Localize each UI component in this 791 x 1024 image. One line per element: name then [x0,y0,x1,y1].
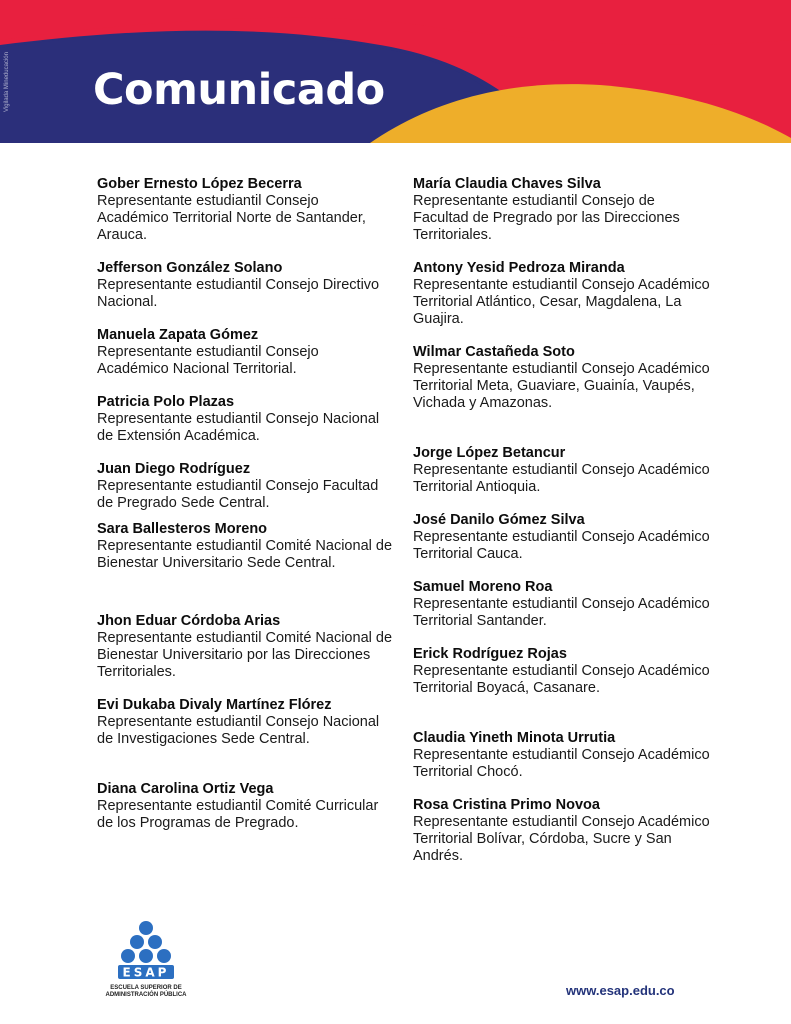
list-item [413,579,713,646]
logo-caption [90,985,202,999]
representative-role: Representante estudiantil Consejo Académico Territorial Chocó. [413,747,710,780]
representative-role: Representante estudiantil Comité Nacional de Bienestar Universitario Sede Central. [97,538,393,571]
representative-name: Antony Yesid Pedroza Miranda [413,260,625,276]
list-item [413,646,713,730]
list-item [413,260,713,344]
representative-name: Manuela Zapata Gómez [97,327,259,343]
list-item [97,461,392,521]
representative-role: Representante estudiantil Consejo Académico Territorial Bolívar, Córdoba, Sucre y San Andrés. [413,814,710,864]
list-item [413,730,713,797]
representative-name: Sara Ballesteros Moreno [97,521,268,537]
representative-role: Representante estudiantil Consejo Académico Territorial Cauca. [413,529,710,562]
representative-name: Evi Dukaba Divaly Martínez Flórez [97,697,332,713]
representative-role: Representante estudiantil Consejo Nacional de Extensión Académica. [97,411,380,444]
logo-dot [139,921,153,935]
representative-role: Representante estudiantil Consejo Directivo Nacional. [97,277,380,310]
list-item [413,176,713,260]
representative-name: Samuel Moreno Roa [413,579,553,595]
list-item [97,394,392,461]
representative-role: Representante estudiantil Consejo Académico Territorial Atlántico, Cesar, Magdalena, La Guajira. [413,277,710,327]
representative-name: María Claudia Chaves Silva [413,176,601,192]
representative-role: Representante estudiantil Consejo Académico Territorial Antioquia. [413,462,710,495]
logo-dot [121,949,135,963]
page-title: Comunicado [93,65,385,115]
representative-name: Claudia Yineth Minota Urrutia [413,730,616,746]
representative-name: Juan Diego Rodríguez [97,461,251,477]
list-item [413,512,713,579]
side-vertical-text: Vigilada Mineducación [4,52,10,112]
list-item [97,327,392,394]
representative-name: Diana Carolina Ortiz Vega [97,781,274,797]
list-item [97,613,392,697]
list-item [97,260,392,327]
list-item [97,521,392,613]
logo-dot [130,935,144,949]
representative-role: Representante estudiantil Consejo Académico Territorial Santander. [413,596,710,629]
list-item [97,781,392,832]
representative-role: Representante estudiantil Consejo Facultad de Pregrado Sede Central. [97,478,379,511]
representative-role: Representante estudiantil Consejo Académico Nacional Territorial. [97,344,319,377]
left-column [97,176,392,832]
logo-caption-line: ADMINISTRACIÓN PÚBLICA [105,992,187,998]
list-item [413,344,713,445]
list-item [413,797,713,865]
website-link[interactable]: www.esap.edu.co [566,983,675,998]
list-item [413,445,713,512]
representative-name: Jhon Eduar Córdoba Arias [97,613,281,629]
representative-role: Representante estudiantil Consejo Académico Territorial Boyacá, Casanare. [413,663,710,696]
logo-dot [148,935,162,949]
right-column [413,176,713,865]
logo-dot [157,949,171,963]
representative-role: Representante estudiantil Comité Nacional de Bienestar Universitario por las Direcciones Territoriales. [97,630,393,680]
list-item [97,176,392,260]
representative-name: Gober Ernesto López Becerra [97,176,302,192]
representative-name: Jefferson González Solano [97,260,283,276]
representative-role: Representante estudiantil Comité Curricular de los Programas de Pregrado. [97,798,379,831]
representative-name: Wilmar Castañeda Soto [413,344,575,360]
representative-name: Erick Rodríguez Rojas [413,646,567,662]
representative-name: Patricia Polo Plazas [97,394,235,410]
representative-role: Representante estudiantil Consejo Académico Territorial Norte de Santander, Arauca. [97,193,366,243]
list-item [97,697,392,781]
representative-role: Representante estudiantil Consejo Académico Territorial Meta, Guaviare, Guainía, Vaupés, Vichada y Amazonas. [413,361,710,411]
representative-name: José Danilo Gómez Silva [413,512,585,528]
representative-role: Representante estudiantil Consejo de Facultad de Pregrado por las Direcciones Territoriales. [413,193,680,243]
logo-dot [139,949,153,963]
representative-name: Jorge López Betancur [413,445,566,461]
representative-role: Representante estudiantil Consejo Nacional de Investigaciones Sede Central. [97,714,380,747]
logo-caption-line: ESCUELA SUPERIOR DE [110,985,182,991]
logo-wordmark: ESAP [122,965,170,980]
representative-name: Rosa Cristina Primo Novoa [413,797,600,813]
header-banner [0,0,791,143]
